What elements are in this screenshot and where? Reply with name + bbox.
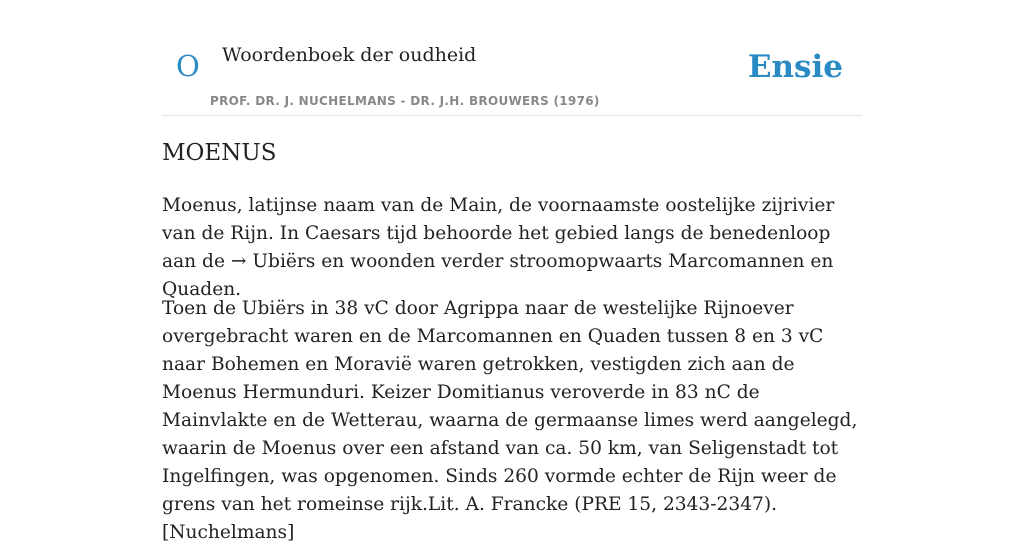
entry-paragraph-1 bbox=[162, 192, 862, 304]
entry-paragraph-2: Toen de Ubiërs in 38 vC door Agrippa naar de westelijke Rijnoever overgebracht waren en de Marcomannen en Quaden tussen 8 en 3 vC naar Bohemen en Moravië waren getrokken, vestigden zich aan de Moenus Hermunduri. Keizer Domitianus veroverde in 83 nC de Mainvlakte en de Wetterau, waarna de germaanse limes werd aangelegd, waarin de Moenus over een afstand van ca. 50 km, van Seligenstadt tot Ingelfingen, was opgenomen. Sinds 260 vormde echter de Rijn weer de grens van het romeinse rijk.Lit. A. Francke (PRE 15, 2343-2347). [Nuchelmans] bbox=[162, 298, 858, 543]
header bbox=[162, 0, 862, 116]
entry-title: MOENUS bbox=[162, 140, 277, 166]
cross-reference-link[interactable]: Ubiërs bbox=[252, 251, 316, 272]
cross-reference-arrow-icon: → bbox=[230, 251, 247, 272]
book-authors: PROF. DR. J. NUCHELMANS - DR. J.H. BROUWERS (1976) bbox=[210, 94, 600, 108]
index-letter[interactable]: O bbox=[176, 49, 200, 83]
article-page bbox=[162, 0, 862, 543]
paragraph-text: Moenus, latijnse naam van de Main, de voornaamste oostelijke zijrivier van de Rijn. In Caesars tijd behoorde het gebied langs de benedenloop aan de bbox=[162, 195, 835, 272]
brand-logo[interactable]: Ensie bbox=[747, 49, 843, 85]
paragraph-text: en woonden verder stroomopwaarts Marcomannen en Quaden. bbox=[162, 251, 834, 300]
book-title[interactable]: Woordenboek der oudheid bbox=[222, 44, 477, 66]
